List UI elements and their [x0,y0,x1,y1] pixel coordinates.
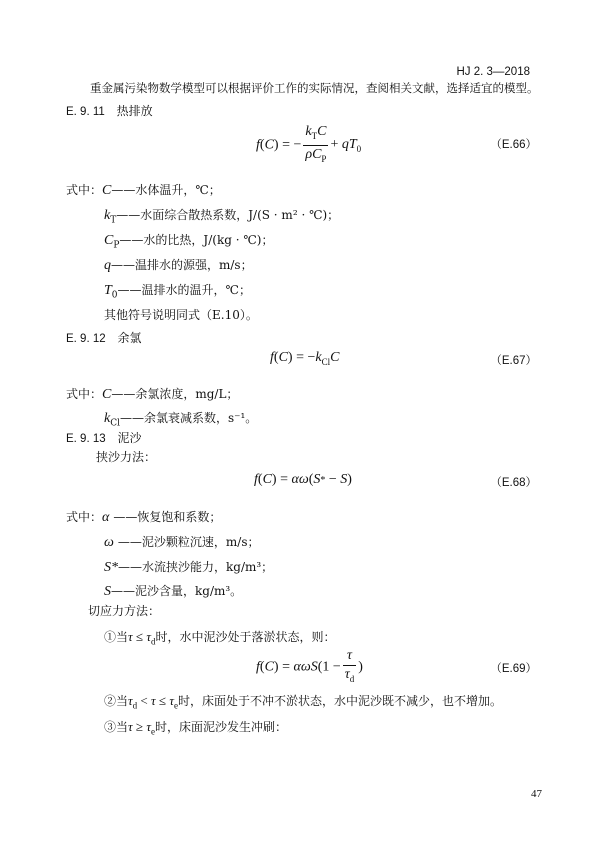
sediment-def-s-star: S*——水流挟沙能力，kg/m³； [104,560,274,575]
equation-number-e66: （E.66） [490,139,537,151]
case-1: ①当$\tau \le \tau_d$时，水中泥沙处于落淤状态，则： [104,629,336,647]
equation-number-e68: （E.68） [490,477,537,489]
chlorine-def-c: 式中：C——余氯浓度，mg/L； [66,387,239,402]
equation-e66: f(C) = − $\frac{k_TC}{\rho C_P}$ + $qT_0$ [256,124,362,164]
intro-paragraph: 重金属污染物数学模型可以根据评价工作的实际情况，查阅相关文献，选择适宜的模型。 [90,81,539,95]
equation-e67: $f(C) = -k_{Cl}C$ [270,350,340,367]
case-2: ②当$\tau_d < \tau \le \tau_e$时，床面处于不冲不淤状态，水中泥沙既不减少，也不增加。 [104,693,502,711]
equation-number-e67: （E.67） [490,355,537,367]
section-heading-sediment: E. 9. 13 泥沙 [66,431,142,445]
heat-def-t0: $T_0——$温排水的温升，℃； [104,283,251,301]
heat-def-cp: $C_P——$水的比热，J/(kg · ℃)； [104,233,274,251]
sediment-def-alpha: 式中：α ——恢复饱和系数； [66,510,222,525]
equation-e69: f(C) = αωS(1 − $\frac{\tau}{\tau_d}$ ) [256,648,363,684]
sediment-def-s: S——泥沙含量，kg/m³。 [104,584,243,599]
section-title: 热排放 [116,104,153,118]
equation-e68: f(C) = αω(S* − S) [254,472,352,487]
section-number: E. 9. 11 [66,106,105,118]
symbol-c: C [102,183,112,198]
method-shear-stress: 切应力方法： [88,604,161,618]
section-heading-heat [66,102,153,119]
sediment-def-omega: ω ——泥沙颗粒沉速，m/s； [104,535,260,550]
method-sediment-capacity: 挟沙力法： [96,450,157,464]
case-3: ③当$\tau \ge \tau_e$时，床面泥沙发生冲刷： [104,719,287,737]
section-heading-chlorine: E. 9. 12 余氯 [66,331,142,345]
page-number: 47 [531,788,542,800]
equation-number-e69: （E.69） [490,663,537,675]
chlorine-def-kcl: $k_{Cl}——$余氯衰减系数，s⁻¹。 [104,411,258,429]
document-code: HJ 2. 3—2018 [456,66,530,78]
where-label: 式中： [66,183,103,197]
heat-other-note: 其他符号说明同式（E.10）。 [104,308,258,322]
heat-def-c [66,181,221,199]
heat-def-kt: $k_T——$水面综合散热系数，J/(S · m² · ℃)； [104,208,340,226]
def-text: ——水体温升，℃； [111,183,221,197]
heat-def-q: q——温排水的源强，m/s； [104,258,253,273]
